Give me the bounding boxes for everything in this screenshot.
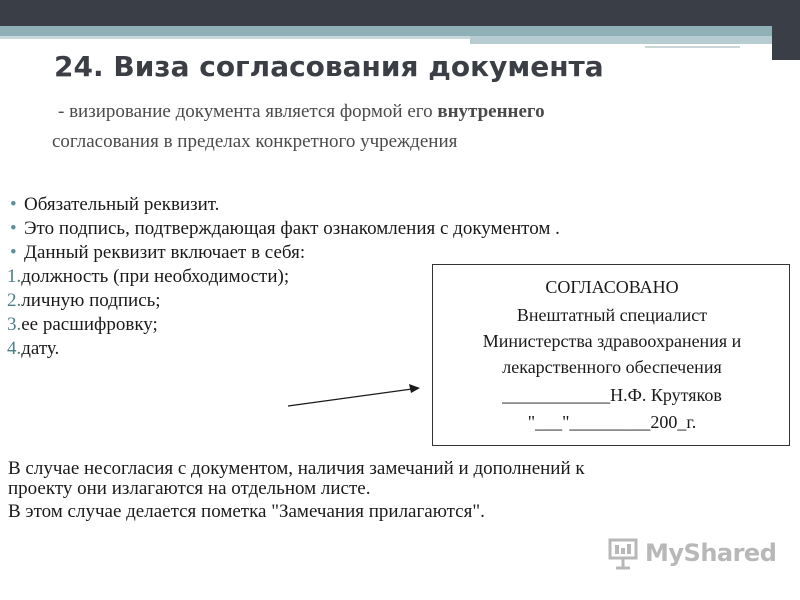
paragraph-line: В случае несогласия с документом, наличия замечаний и дополнений к <box>8 458 585 479</box>
item-text: дату. <box>21 338 60 359</box>
stamp-line: ____________Н.Ф. Крутяков <box>502 385 722 405</box>
page-title: 24. Виза согласования документа <box>54 50 604 83</box>
approval-stamp-box <box>432 264 790 446</box>
header-divider <box>645 46 740 48</box>
item-text: личную подпись; <box>21 290 161 311</box>
paragraph-line: проекту они излагаются на отдельном листе. <box>8 478 371 499</box>
item-text: ее расшифровку; <box>21 314 158 335</box>
subtitle-prefix: - визирование документа является формой его <box>58 101 438 122</box>
item-number: 2. <box>7 290 22 311</box>
header-bar-accent <box>0 36 470 39</box>
numbered-item <box>7 313 289 337</box>
header-bar-teal <box>0 26 772 36</box>
bullet-item: • Это подпись, подтверждающая факт ознакомления с документом . <box>10 217 560 241</box>
bullet-list <box>10 193 560 265</box>
stamp-line: Министерства здравоохранения и <box>482 331 742 351</box>
stamp-line: лекарственного обеспечения <box>502 357 722 377</box>
item-number: 1. <box>7 266 22 287</box>
header-bar-corner <box>772 0 800 60</box>
page-subtitle <box>52 97 752 157</box>
stamp-line: СОГЛАСОВАНО <box>545 277 679 297</box>
numbered-item <box>7 265 289 289</box>
stamp-line: "___"_________200_г. <box>527 412 697 432</box>
bullet-item: • Данный реквизит включает в себя: <box>10 241 560 265</box>
subtitle-line-2: согласования в пределах конкретного учреждения <box>52 131 458 152</box>
subtitle-bold: внутреннего <box>437 101 545 122</box>
bullet-item: • Обязательный реквизит. <box>10 193 560 217</box>
item-text: должность (при необходимости); <box>21 266 290 287</box>
numbered-list <box>7 265 289 361</box>
arrow-head-icon <box>409 384 420 393</box>
numbered-item <box>7 289 289 313</box>
header-bar-teal-light <box>470 36 772 44</box>
stamp-line: Внештатный специалист <box>516 305 708 325</box>
watermark-text: MyShared <box>645 539 777 567</box>
header-bar-dark <box>0 0 800 26</box>
item-number: 4. <box>7 338 22 359</box>
presentation-icon <box>607 537 641 571</box>
arrow-shaft <box>288 389 412 406</box>
watermark-logo <box>607 537 777 571</box>
subtitle-line-1 <box>52 101 545 122</box>
paragraph-line: В этом случае делается пометка "Замечания прилагаются". <box>8 501 485 522</box>
item-number: 3. <box>7 314 22 335</box>
numbered-item <box>7 337 289 361</box>
